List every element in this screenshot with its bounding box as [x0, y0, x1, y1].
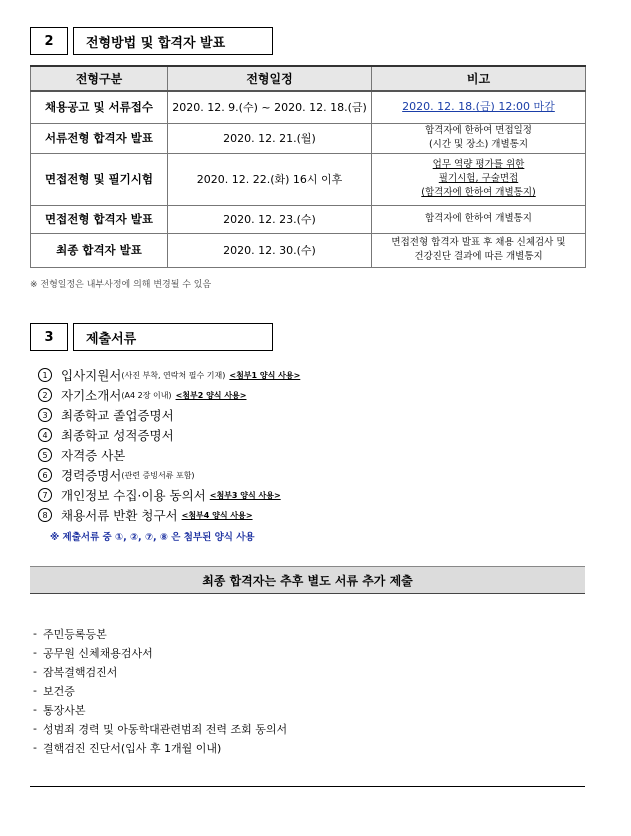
final-document-label: 보건증	[42, 684, 75, 698]
list-item	[33, 719, 287, 738]
row-type: 서류전형 합격자 발표	[31, 123, 168, 153]
document-label: 자격증 사본	[61, 448, 126, 463]
attachment-ref: <첨부4 양식 사용>	[181, 510, 253, 520]
table-row	[31, 205, 586, 233]
documents-list	[38, 365, 300, 525]
list-item	[38, 445, 300, 465]
document-sub: (A4 2장 이내)	[121, 390, 172, 400]
list-item	[38, 385, 300, 405]
dash-bullet: -	[33, 703, 37, 716]
row-note-line: 업무 역량 평가를 위한	[432, 159, 525, 170]
row-type: 채용공고 및 서류접수	[31, 91, 168, 123]
document-label: 개인정보 수집·이용 동의서	[61, 488, 206, 503]
column-header-date: 전형일정	[168, 66, 372, 91]
final-document-label: 결핵검진 진단서(입사 후 1개월 이내)	[42, 741, 222, 755]
row-note	[372, 123, 586, 153]
row-note-line: 합격자에 한하여 면접일정	[425, 125, 532, 136]
table-row	[31, 233, 586, 267]
list-item	[33, 643, 287, 662]
final-document-label: 잠복결핵검진서	[42, 665, 118, 679]
row-note-line: (시간 및 장소) 개별통지	[428, 139, 529, 150]
final-document-label: 공무원 신체채용검사서	[42, 646, 153, 660]
row-note	[372, 205, 586, 233]
attachment-ref: <첨부3 양식 사용>	[209, 490, 281, 500]
list-item	[38, 465, 300, 485]
dash-bullet: -	[33, 627, 37, 640]
table-header-row	[31, 66, 586, 91]
row-date: 2020. 12. 21.(월)	[168, 123, 372, 153]
table-row	[31, 123, 586, 153]
row-note-line: (합격자에 한하여 개별통지)	[421, 187, 536, 198]
list-item	[33, 662, 287, 681]
attachment-ref: <첨부2 양식 사용>	[175, 390, 247, 400]
document-label: 최종학교 성적증명서	[61, 428, 174, 443]
section-3-number: 3	[30, 323, 68, 351]
documents-note: ※ 제출서류 중 ①, ②, ⑦, ⑧ 은 첨부된 양식 사용	[50, 532, 255, 543]
item-number-badge: 8	[38, 508, 52, 522]
row-date: 2020. 12. 23.(수)	[168, 205, 372, 233]
column-header-note: 비고	[372, 66, 586, 91]
list-item	[33, 738, 287, 757]
item-number-badge: 5	[38, 448, 52, 462]
dash-bullet: -	[33, 722, 37, 735]
item-number-badge: 1	[38, 368, 52, 382]
list-item	[38, 505, 300, 525]
row-note-line: 합격자에 한하여 개별통지	[425, 213, 532, 224]
section-2-number: 2	[30, 27, 68, 55]
row-date: 2020. 12. 30.(수)	[168, 233, 372, 267]
document-sub: (관련 증빙서류 포함)	[121, 470, 195, 480]
item-number-badge: 3	[38, 408, 52, 422]
item-number-badge: 6	[38, 468, 52, 482]
section-2-title: 전형방법 및 합격자 발표	[73, 27, 273, 55]
list-item	[33, 700, 287, 719]
row-note	[372, 91, 586, 123]
document-label: 자기소개서	[61, 388, 122, 403]
dash-bullet: -	[33, 741, 37, 754]
list-item	[38, 405, 300, 425]
document-sub: (사진 부착, 연락처 필수 기재)	[121, 370, 226, 380]
row-note-line: 필기시험, 구술면접	[438, 173, 519, 184]
row-type: 최종 합격자 발표	[31, 233, 168, 267]
list-item	[38, 425, 300, 445]
row-note-line: 건강진단 결과에 따른 개별통지	[414, 251, 543, 262]
row-type: 면접전형 및 필기시험	[31, 153, 168, 205]
final-documents-list	[33, 624, 287, 757]
table-row	[31, 91, 586, 123]
row-note-line: 면접전형 합격자 발표 후 채용 신체검사 및	[391, 237, 566, 248]
section-2-header	[30, 27, 273, 55]
section-3-header	[30, 323, 273, 351]
dash-bullet: -	[33, 665, 37, 678]
document-label: 최종학교 졸업증명서	[61, 408, 174, 423]
dash-bullet: -	[33, 646, 37, 659]
schedule-note: ※ 전형일정은 내부사정에 의해 변경될 수 있음	[30, 280, 212, 290]
dash-bullet: -	[33, 684, 37, 697]
item-number-badge: 2	[38, 388, 52, 402]
item-number-badge: 7	[38, 488, 52, 502]
final-document-label: 성범죄 경력 및 아동학대관련범죄 전력 조회 동의서	[42, 722, 288, 736]
row-note	[372, 153, 586, 205]
list-item	[33, 624, 287, 643]
column-header-type: 전형구분	[31, 66, 168, 91]
attachment-ref: <첨부1 양식 사용>	[229, 370, 301, 380]
row-date: 2020. 12. 9.(수) ~ 2020. 12. 18.(금)	[168, 91, 372, 123]
row-note	[372, 233, 586, 267]
document-label: 경력증명서	[61, 468, 122, 483]
list-item	[38, 365, 300, 385]
list-item	[38, 485, 300, 505]
document-label: 채용서류 반환 청구서	[61, 508, 178, 523]
final-document-label: 통장사본	[42, 703, 86, 717]
table-row	[31, 153, 586, 205]
section-3-title: 제출서류	[73, 323, 273, 351]
schedule-table	[30, 65, 586, 268]
row-type: 면접전형 합격자 발표	[31, 205, 168, 233]
row-note-line: 2020. 12. 18.(금) 12:00 마감	[402, 100, 555, 114]
item-number-badge: 4	[38, 428, 52, 442]
bottom-divider	[30, 786, 585, 787]
final-document-label: 주민등록등본	[42, 627, 107, 641]
document-label: 입사지원서	[61, 368, 122, 383]
final-documents-banner: 최종 합격자는 추후 별도 서류 추가 제출	[30, 566, 585, 594]
list-item	[33, 681, 287, 700]
row-date: 2020. 12. 22.(화) 16시 이후	[168, 153, 372, 205]
